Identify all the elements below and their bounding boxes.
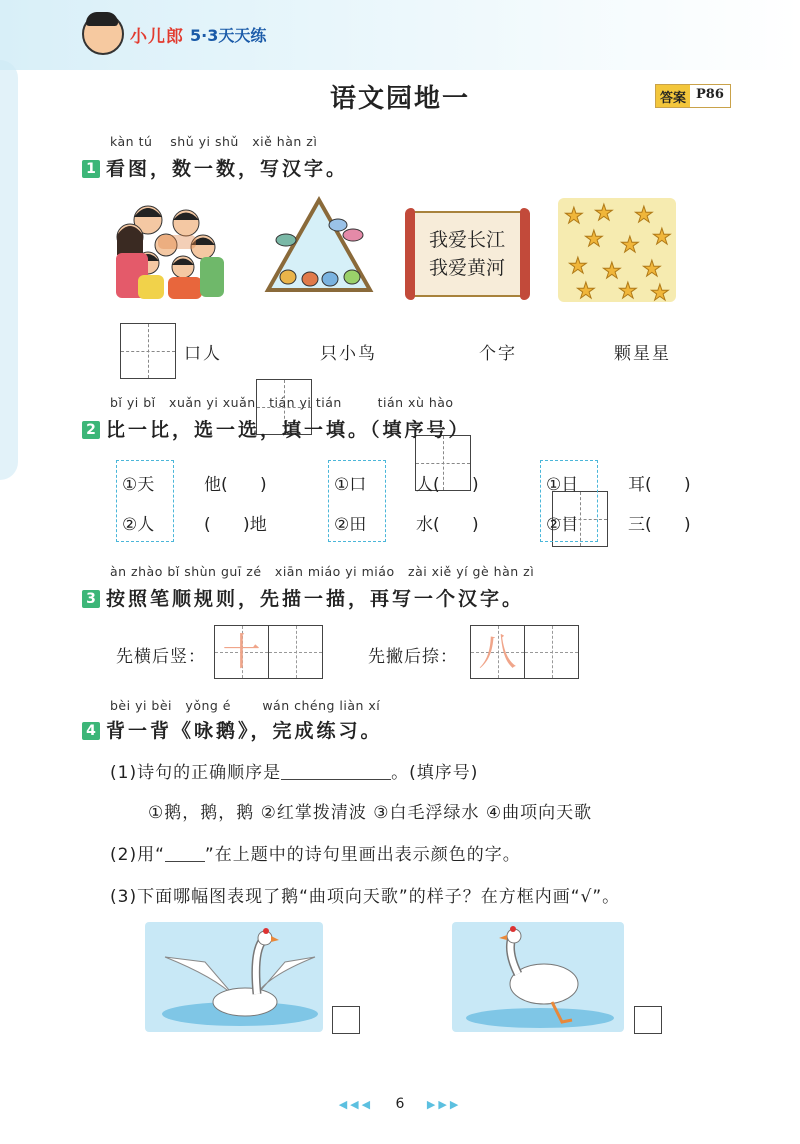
q2-blank-2-1[interactable]: 人( ) [416, 475, 479, 495]
q1-pinyin: kàn tú shǔ yi shǔ xiě hàn zì [110, 134, 318, 149]
q1-number: 1 [82, 160, 100, 178]
q4-heading [82, 716, 383, 743]
svg-text:★: ★ [584, 227, 604, 252]
q3-text: 按照笔顺规则，先描一描，再写一个汉字。 [106, 588, 525, 610]
q1-label-1: 口人 [184, 344, 222, 364]
trace-char-2: 八 [478, 630, 517, 674]
page-number: 6 [395, 1096, 405, 1112]
q4-sub2 [110, 840, 521, 865]
q4-sub2-suffix: ”在上题中的诗句里画出表示颜色的字。 [204, 845, 521, 865]
q2-pinyin: bǐ yi bǐ xuǎn yi xuǎn tián yi tián tián xù hào [110, 395, 454, 410]
q2-opt-1-1: ①天 [122, 475, 155, 495]
q1-text: 看图，数一数，写汉字。 [106, 158, 349, 180]
series-name: 5·3天天练 [190, 25, 267, 45]
q2-blank-3-1[interactable]: 耳( ) [628, 475, 691, 495]
decorative-edge [0, 60, 18, 480]
answer-page: P86 [690, 85, 730, 107]
q4-pinyin: bèi yi bèi yǒng é wán chéng liàn xí [110, 698, 381, 713]
trace-char-1: 十 [222, 630, 261, 674]
brand-name: 小儿郎 [130, 26, 184, 47]
q3-grid-2-cell-2[interactable] [525, 626, 578, 678]
svg-text:★: ★ [650, 281, 670, 302]
q3-grid-1[interactable] [214, 625, 323, 679]
q4-number: 4 [82, 722, 100, 740]
q3-number: 3 [82, 590, 100, 608]
q3-grid-1-cell-2[interactable] [269, 626, 322, 678]
answer-badge [655, 84, 731, 108]
svg-text:★: ★ [634, 203, 654, 228]
svg-text:★: ★ [564, 204, 584, 229]
q2-opt-2-2: ②田 [334, 515, 367, 535]
family-picture [108, 195, 228, 300]
q2-opt-3-1: ①日 [546, 475, 579, 495]
scroll-line-2: 我爱黄河 [428, 257, 506, 279]
goose-2-checkbox[interactable] [634, 1006, 662, 1034]
q3-rule-2: 先撇后捺： [368, 647, 458, 667]
goose-picture-2 [452, 922, 624, 1032]
q3-heading [82, 584, 524, 611]
q2-blank-1-1[interactable]: 他( ) [204, 475, 267, 495]
q4-sub3: (3)下面哪幅图表现了鹅“曲项向天歌”的样子？在方框内画“√”。 [110, 887, 621, 907]
q2-opt-1-2: ②人 [122, 515, 155, 535]
svg-text:★: ★ [642, 257, 662, 282]
goose-1-checkbox[interactable] [332, 1006, 360, 1034]
q2-heading [82, 415, 471, 442]
footer-arrows-right: ▶▶▶ [426, 1098, 462, 1111]
svg-text:★: ★ [568, 254, 588, 279]
svg-text:★: ★ [594, 201, 614, 226]
scroll-picture [405, 208, 530, 300]
q3-rule-1: 先横后竖： [116, 647, 206, 667]
q4-sub1 [110, 758, 478, 783]
q2-blank-3-2[interactable]: 三( ) [628, 515, 691, 535]
brand-logo [82, 14, 266, 54]
svg-text:★: ★ [576, 279, 596, 302]
page-title: 语文园地一 [329, 84, 470, 114]
q1-heading [82, 154, 348, 181]
q1-label-2: 只小鸟 [320, 344, 377, 364]
q4-sub1-suffix: 。(填序号) [391, 763, 479, 783]
answer-label: 答案 [656, 85, 690, 107]
q3-grid-2-cell-1[interactable] [471, 626, 525, 678]
svg-text:★: ★ [618, 279, 638, 302]
q4-sub1-prefix: (1)诗句的正确顺序是 [110, 763, 282, 783]
svg-text:★: ★ [652, 225, 672, 250]
q2-opt-2-1: ①口 [334, 475, 367, 495]
q4-sub1-blank[interactable] [281, 761, 391, 780]
q1-answer-box-1[interactable] [120, 323, 176, 379]
birds-picture [258, 195, 380, 300]
q2-number: 2 [82, 421, 100, 439]
q3-pinyin: àn zhào bǐ shùn guī zé xiān miáo yi miáo zài xiě yí gè hàn zì [110, 564, 535, 579]
q4-sub2-line [165, 843, 205, 862]
q2-blank-2-2[interactable]: 水( ) [416, 515, 479, 535]
q2-opt-3-2: ②目 [546, 515, 579, 535]
svg-text:★: ★ [602, 259, 622, 284]
q4-options: ①鹅，鹅，鹅 ②红掌拨清波 ③白毛浮绿水 ④曲项向天歌 [148, 803, 593, 823]
footer-arrows-left: ◀◀◀ [338, 1098, 374, 1111]
q1-label-3: 个字 [479, 344, 517, 364]
q1-label-4: 颗星星 [614, 344, 671, 364]
q3-grid-1-cell-1[interactable] [215, 626, 269, 678]
stars-picture [558, 198, 676, 302]
mascot-icon [82, 13, 124, 55]
page-footer [0, 1096, 800, 1112]
q2-text: 比一比，选一选，填一填。（填序号） [106, 419, 471, 441]
q2-blank-1-2[interactable]: ( )地 [204, 515, 267, 535]
goose-picture-1 [145, 922, 323, 1032]
svg-text:★: ★ [620, 233, 640, 258]
scroll-line-1: 我爱长江 [428, 229, 506, 251]
q3-grid-2[interactable] [470, 625, 579, 679]
q4-text: 背一背《咏鹅》，完成练习。 [106, 720, 383, 742]
q4-sub2-prefix: (2)用“ [110, 845, 165, 865]
